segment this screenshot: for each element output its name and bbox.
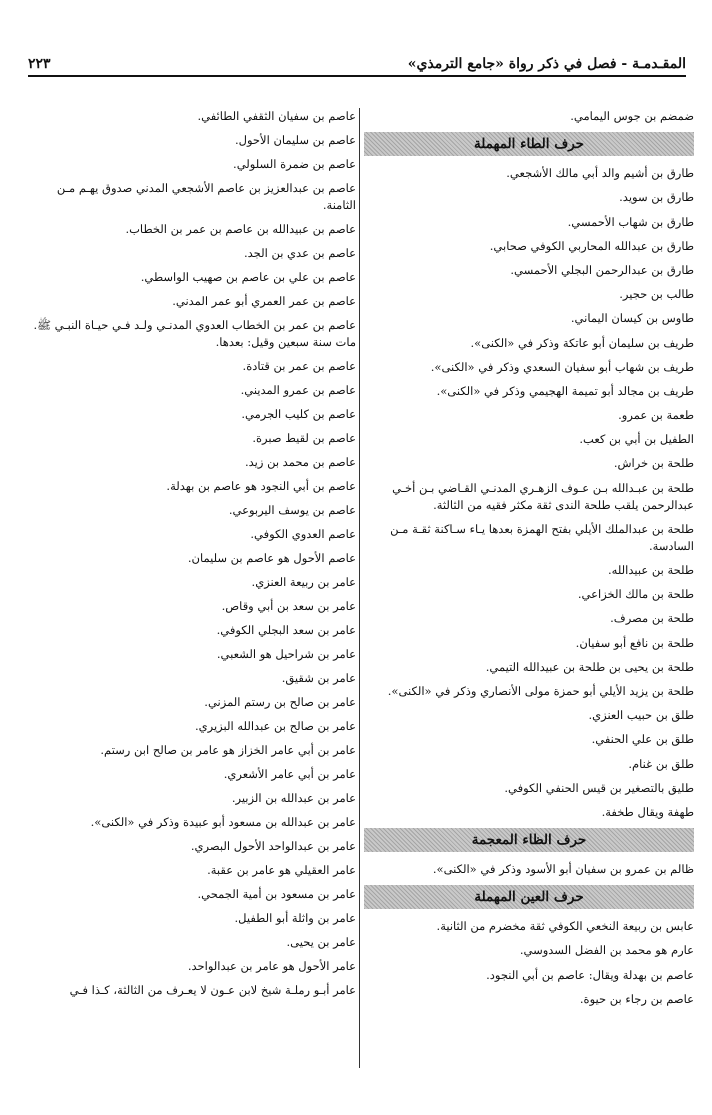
- section-heading-taa: حرف الطاء المهملة: [364, 132, 694, 156]
- entry: طريف بن مجالد أبو تميمة الهجيمي وذكر في «الكنى».: [436, 383, 694, 398]
- entry: طارق بن عبدالرحمن البجلي الأحمسي.: [510, 262, 694, 277]
- right-column: [364, 108, 694, 1015]
- entry: عامر بن سعد بن أبي وقاص.: [221, 599, 356, 613]
- entry: عاصم بن ضمرة السلولي.: [233, 157, 356, 171]
- entry: عاصم بن عبيدالله بن عاصم بن عمر بن الخطاب.: [125, 222, 356, 236]
- entry: ظالم بن عمرو بن سفيان أبو الأسود وذكر في «الكنى».: [432, 862, 694, 877]
- entry: عاصم بن عمرو المديني.: [240, 383, 356, 397]
- entry: طريف بن سليمان أبو عاتكة وذكر في «الكنى».: [470, 335, 694, 350]
- entry: عابس بن ربيعة النخعي الكوفي ثقة مخضرم من الثانية.: [436, 919, 694, 934]
- section-heading-zaa: حرف الظاء المعجمة: [364, 828, 694, 852]
- entry: عاصم بن سفيان الثقفي الطائفي.: [197, 109, 356, 123]
- left-column: [22, 108, 356, 1006]
- entry: طالب بن حجير.: [619, 287, 694, 302]
- entry: عاصم بن يوسف اليربوعي.: [228, 503, 356, 517]
- entry: طريف بن شهاب أبو سفيان السعدي وذكر في «الكنى».: [430, 359, 694, 374]
- entry: عامر بن شقيق.: [281, 671, 356, 685]
- entry: عامر بن عبدالواحد الأحول البصري.: [190, 839, 356, 853]
- section-list-taa: [364, 165, 694, 821]
- column-divider: [359, 108, 360, 1068]
- entry: عامر بن واثلة أبو الطفيل.: [234, 911, 356, 925]
- running-title: المقـدمـة - فصل في ذكر رواة «جامع الترمذي»: [407, 56, 686, 72]
- entry: عاصم بن محمد بن زيد.: [244, 455, 356, 469]
- page-header: [28, 48, 686, 72]
- entry: عامر بن أبي عامر الأشعري.: [223, 767, 356, 781]
- entry: طلق بن علي الحنفي.: [591, 732, 694, 747]
- entry: عامر بن صالح بن رستم المزني.: [204, 695, 356, 709]
- entry: طلحة بن عبدالملك الأيلي بفتح الهمزة بعدها يـاء سـاكنة ثقـة مـن السادسة.: [390, 521, 694, 553]
- entry: عامر الأحول هو عامر بن عبدالواحد.: [187, 959, 356, 973]
- entry: عامر أبـو رملـة شيخ لابن عـون لا يعـرف من الثالثة، كـذا فـي: [69, 983, 356, 997]
- entry: طلحة بن مصرف.: [610, 611, 694, 626]
- entry: عاصم بن بهدلة ويقال: عاصم بن أبي النجود.: [486, 967, 694, 982]
- entry: عامر بن مسعود بن أمية الجمحي.: [197, 887, 356, 901]
- entry: عامر بن صالح بن عبدالله البزيري.: [194, 719, 356, 733]
- entry: عامر بن عبدالله بن مسعود أبو عبيدة وذكر في «الكنى».: [90, 815, 356, 829]
- entry: عاصم بن عبدالعزيز بن عاصم الأشجعي المدني صدوق يهـم مـن الثامنة.: [56, 181, 356, 212]
- entry: طارق بن عبدالله المحاربي الكوفي صحابي.: [489, 238, 694, 253]
- entry: عاصم بن كليب الجرمي.: [241, 407, 356, 421]
- entry: عامر العقيلي هو عامر بن عقبة.: [207, 863, 356, 877]
- entry: عامر بن يحيى.: [286, 935, 356, 949]
- entry: عامر بن ربيعة العنزي.: [251, 575, 356, 589]
- entry: عاصم بن لقيط صبرة.: [252, 431, 356, 445]
- entry: طلحة بن يحيى بن طلحة بن عبيدالله التيمي.: [485, 659, 694, 674]
- entry: الطفيل بن أبي بن كعب.: [579, 432, 694, 447]
- entry: عاصم بن عمر بن قتادة.: [242, 359, 356, 373]
- entry: عاصم بن عدي بن الجد.: [243, 246, 356, 260]
- entry: طارق بن أشيم والد أبي مالك الأشجعي.: [506, 166, 694, 181]
- section-list-zaa: [364, 861, 694, 878]
- header-rule: [28, 75, 686, 77]
- entry: عاصم بن عمر بن الخطاب العدوي المدنـي ولـد فـي حيـاة النبـي ﷺ. مات سنة سبعين وقيل: بعدها.: [33, 318, 356, 349]
- entry: عاصم الأحول هو عاصم بن سليمان.: [187, 551, 356, 565]
- entry: عاصم بن علي بن عاصم بن صهيب الواسطي.: [140, 270, 356, 284]
- entry: طليق بالتصغير بن قيس الحنفي الكوفي.: [504, 780, 694, 795]
- entry: عامر بن عبدالله بن الزبير.: [231, 791, 356, 805]
- entry: عاصم بن أبي النجود هو عاصم بن بهدلة.: [166, 479, 356, 493]
- entry: طلحة بن نافع أبو سفيان.: [575, 635, 694, 650]
- entry: طلق بن حبيب العنزي.: [588, 708, 694, 723]
- entry: طلحة بن مالك الخزاعي.: [577, 587, 694, 602]
- entry: عامر بن شراحيل هو الشعبي.: [216, 647, 356, 661]
- entry: عامر بن أبي عامر الخزاز هو عامر بن صالح ابن رستم.: [100, 743, 356, 757]
- section-list-ayn: [364, 918, 694, 1008]
- entry: طلحة بن خراش.: [613, 456, 694, 471]
- page-number: ٢٢٣: [28, 56, 51, 72]
- entry: طلحة بن عبيدالله.: [608, 563, 694, 577]
- entry: طارق بن شهاب الأحمسي.: [567, 214, 694, 229]
- entry: عاصم بن سليمان الأحول.: [234, 133, 356, 147]
- section-heading-ayn: حرف العين المهملة: [364, 885, 694, 909]
- entry: طلحة بن يزيد الأيلي أبو حمزة مولى الأنصاري وذكر في «الكنى».: [387, 683, 694, 698]
- entry: عاصم بن رجاء بن حيوة.: [579, 991, 694, 1006]
- entry: عاصم العدوي الكوفي.: [250, 527, 356, 541]
- entry: طهفة ويقال طخفة.: [601, 804, 694, 819]
- entry: طلحة بن عبـدالله بـن عـوف الزهـري المدنـي القـاضي بـن أخـي عبدالرحمن يلقب طلحة الندى ثقة مكثر فقيه من الثالثة.: [392, 480, 694, 512]
- entry: عامر بن سعد البجلي الكوفي.: [216, 623, 356, 637]
- entry: طلق بن غنام.: [628, 756, 694, 771]
- entry: طاوس بن كيسان اليماني.: [570, 311, 694, 326]
- entry: طعمة بن عمرو.: [618, 408, 694, 423]
- entry: ضمضم بن جوس اليمامي.: [570, 109, 694, 123]
- entry: عارم هو محمد بن الفضل السدوسي.: [519, 943, 694, 958]
- entry: طارق بن سويد.: [619, 190, 694, 205]
- entry: عاصم بن عمر العمري أبو عمر المدني.: [172, 294, 356, 308]
